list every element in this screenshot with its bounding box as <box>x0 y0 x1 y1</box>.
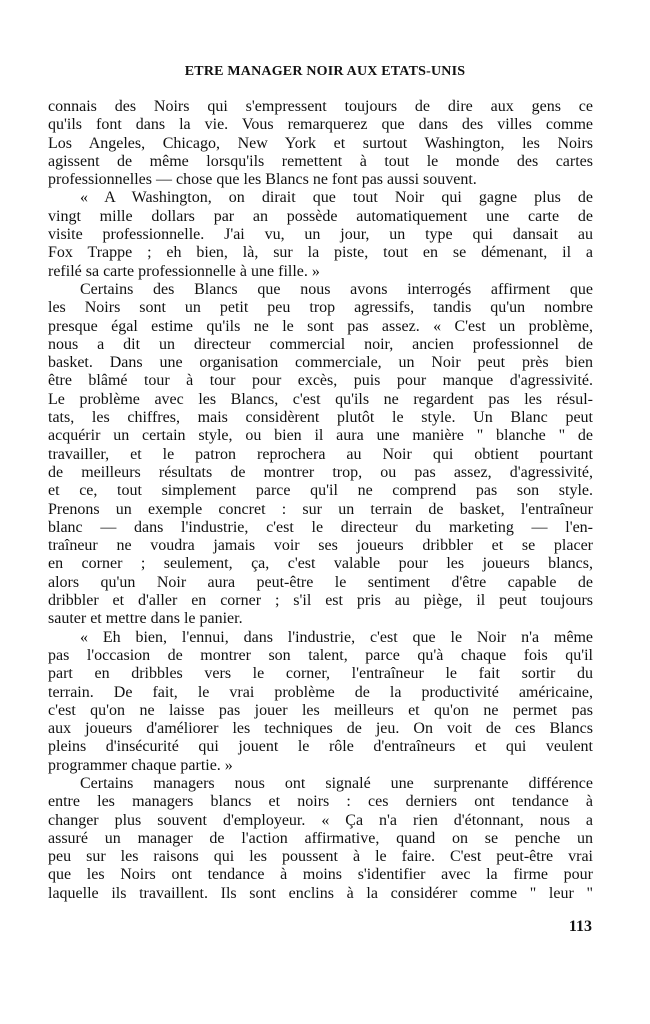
text-line: être blâmé tour à tour pour excès, puis pour manque d'agressivité. <box>48 372 593 390</box>
text-line: blanc — dans l'industrie, c'est le directeur du marketing — l'en- <box>48 518 593 536</box>
text-line: vingt mille dollars par an possède automatiquement une carte de <box>48 207 593 225</box>
running-header: ETRE MANAGER NOIR AUX ETATS-UNIS <box>184 64 466 79</box>
text-line: Los Angeles, Chicago, New York et surtout Washington, les Noirs <box>48 134 593 152</box>
text-line: pas l'occasion de montrer son talent, parce qu'à chaque fois qu'il <box>48 646 593 664</box>
text-line: en corner ; seulement, ça, c'est valable pour les joueurs blancs, <box>48 555 593 573</box>
text-line: changer plus souvent d'employeur. « Ça n'a rien d'étonnant, nous a <box>48 811 593 829</box>
page-number: 113 <box>568 918 592 935</box>
text-line: refilé sa carte professionnelle à une fille. » <box>48 262 320 280</box>
text-line: peu sur les raisons qui les poussent à le faire. C'est peut-être vrai <box>48 848 593 866</box>
text-line: Prenons un exemple concret : sur un terrain de basket, l'entraîneur <box>48 500 593 518</box>
text-line: entre les managers blancs et noirs : ces derniers ont tendance à <box>48 793 593 811</box>
text-line: que les Noirs ont tendance à moins s'identifier avec la firme pour <box>48 866 593 884</box>
text-line: basket. Dans une organisation commerciale, un Noir peut près bien <box>48 354 593 372</box>
text-line: dribbler et d'aller en corner ; s'il est pris au piège, il peut toujours <box>48 592 593 610</box>
text-line: acquérir un certain style, ou bien il aura une manière " blanche " de <box>48 427 593 445</box>
text-line: Fox Trappe ; eh bien, là, sur la piste, tout en se démenant, il a <box>48 244 593 262</box>
text-line: part en dribbles vers le corner, l'entraîneur le fait sortir du <box>48 665 593 683</box>
page-body-text <box>48 98 593 903</box>
text-line: presque égal estime qu'ils ne le sont pas assez. « C'est un problème, <box>48 317 593 335</box>
text-line: pleins d'insécurité qui jouent le rôle d'entraîneurs et qui veulent <box>48 738 593 756</box>
text-line: « A Washington, on dirait que tout Noir qui gagne plus de <box>80 189 593 207</box>
text-line: visite professionnelle. J'ai vu, un jour, un type qui dansait au <box>48 226 593 244</box>
text-line: terrain. De fait, le vrai problème de la productivité américaine, <box>48 683 593 701</box>
text-line: de meilleurs résultats de montrer trop, ou pas assez, d'agressivité, <box>48 463 593 481</box>
text-line: assuré un manager de l'action affirmative, quand on se penche un <box>48 829 593 847</box>
text-line: laquelle ils travaillent. Ils sont enclins à la considérer comme " leur " <box>48 884 593 902</box>
text-line: alors qu'un Noir aura peut-être le sentiment d'être capable de <box>48 573 593 591</box>
text-line: agissent de même lorsqu'ils remettent à tout le monde des cartes <box>48 152 593 170</box>
text-line: Certains managers nous ont signalé une surprenante différence <box>80 774 593 792</box>
text-line: c'est qu'on ne laisse pas jouer les meilleurs et qu'on ne permet pas <box>48 701 593 719</box>
text-line: « Eh bien, l'ennui, dans l'industrie, c'est que le Noir n'a même <box>80 628 593 646</box>
text-line: nous a dit un directeur commercial noir, ancien professionnel de <box>48 335 593 353</box>
text-line: traîneur ne voudra jamais voir ses joueurs dribbler et se placer <box>48 537 593 555</box>
text-line: Le problème avec les Blancs, c'est qu'ils ne regardent pas les résul- <box>48 390 593 408</box>
text-line: et ce, tout simplement parce qu'il ne comprend pas son style. <box>48 482 593 500</box>
text-line: tats, les chiffres, mais considèrent plutôt le style. Un Blanc peut <box>48 409 593 427</box>
text-line: professionnelles — chose que les Blancs ne font pas aussi souvent. <box>48 171 477 189</box>
text-line: qu'ils font dans la vie. Vous remarquerez que dans des villes comme <box>48 116 593 134</box>
text-line: connais des Noirs qui s'empressent toujours de dire aux gens ce <box>48 98 593 115</box>
text-line: aux joueurs d'améliorer les techniques de jeu. On voit de ces Blancs <box>48 720 593 738</box>
text-line: les Noirs sont un petit peu trop agressifs, tandis qu'un nombre <box>48 299 593 317</box>
text-line: travailler, et le patron reprochera au Noir qui obtient pourtant <box>48 445 593 463</box>
text-line: Certains des Blancs que nous avons interrogés affirment que <box>80 280 593 298</box>
text-line: sauter et mettre dans le panier. <box>48 610 243 628</box>
text-line: programmer chaque partie. » <box>48 756 233 774</box>
